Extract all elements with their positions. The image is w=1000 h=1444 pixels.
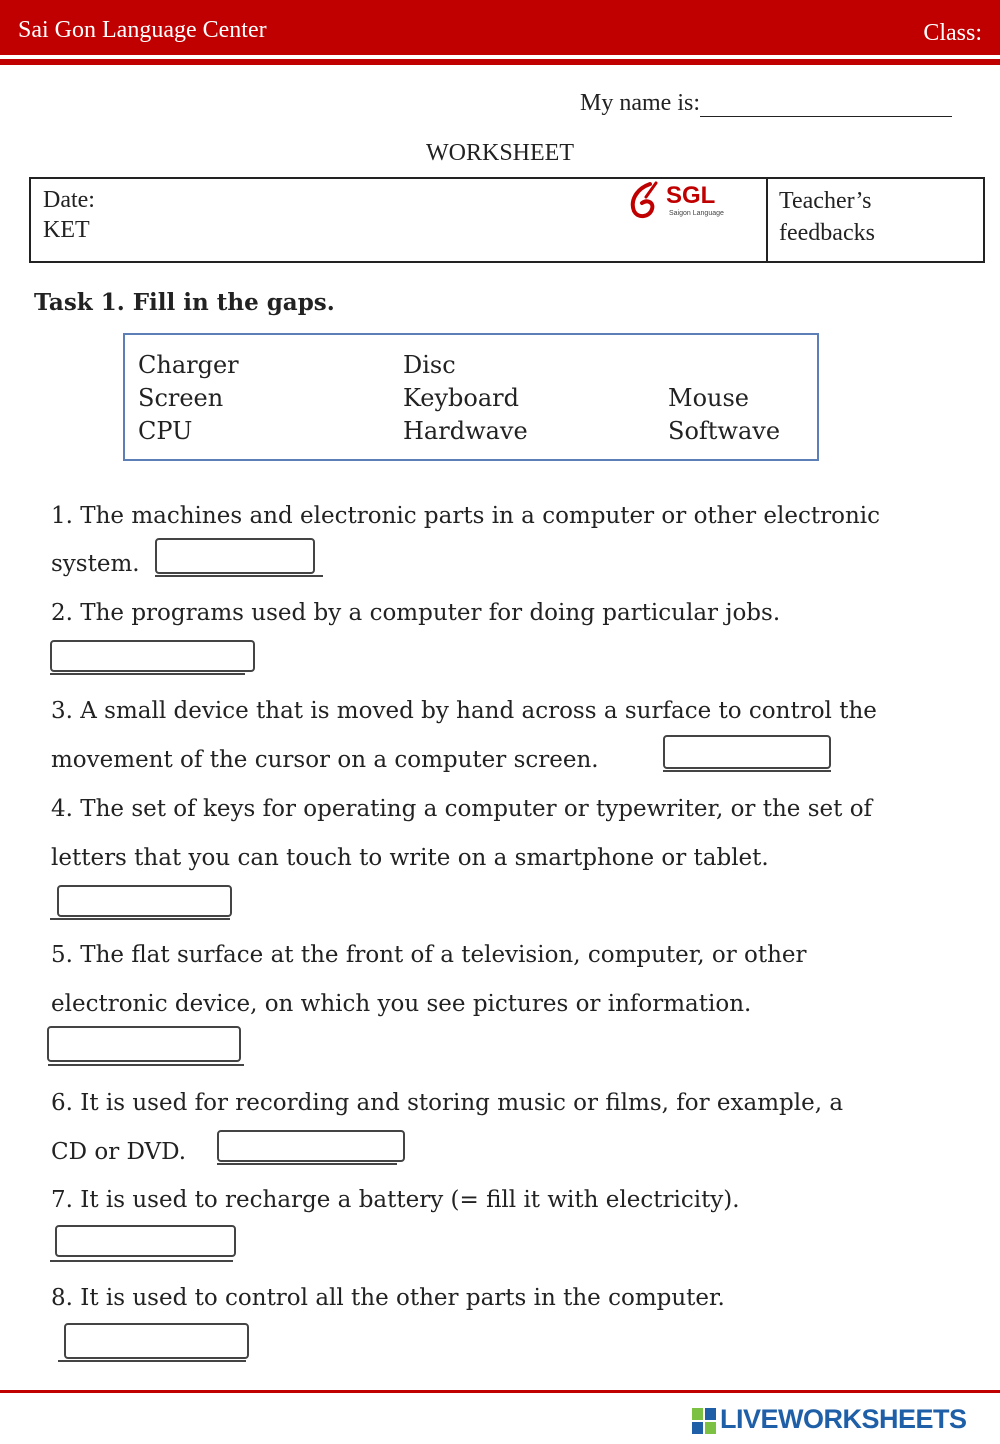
name-label: My name is:	[580, 90, 700, 116]
question-1-line-1: 1. The machines and electronic parts in a computer or other electronic	[51, 503, 880, 529]
level-label: KET	[43, 217, 90, 243]
word-bank	[123, 333, 819, 461]
word-bank-item: Softwave	[668, 417, 781, 445]
answer-underline	[58, 1360, 246, 1362]
question-7-line-1: 7. It is used to recharge a battery (= fill it with electricity).	[51, 1187, 740, 1213]
answer-underline	[50, 673, 245, 675]
logo-subtext: Saigon Language	[669, 210, 724, 217]
word-bank-item: CPU	[138, 417, 193, 445]
word-bank-item: Charger	[138, 351, 239, 379]
name-blank-line	[700, 90, 952, 117]
answer-2-input[interactable]	[50, 640, 255, 672]
feedback-line-2: feedbacks	[779, 220, 875, 246]
liveworksheets-grid-icon	[692, 1408, 716, 1434]
feedback-line-1: Teacher’s	[779, 188, 872, 214]
answer-8-input[interactable]	[64, 1323, 249, 1359]
question-6-line-1: 6. It is used for recording and storing music or films, for example, a	[51, 1090, 844, 1116]
answer-4-input[interactable]	[57, 885, 232, 917]
sgl-swoosh-icon	[628, 181, 664, 221]
answer-7-input[interactable]	[55, 1225, 236, 1257]
worksheet-title: WORKSHEET	[426, 140, 574, 166]
name-row	[580, 90, 952, 117]
answer-1-input[interactable]	[155, 538, 315, 574]
answer-underline	[50, 918, 230, 920]
header-divider	[0, 59, 1000, 65]
answer-underline	[663, 770, 831, 772]
answer-6-input[interactable]	[217, 1130, 405, 1162]
footer-divider	[0, 1390, 1000, 1393]
logo-text: SGL	[666, 182, 716, 209]
question-5-line-1: 5. The flat surface at the front of a television, computer, or other	[51, 942, 807, 968]
question-3-line-1: 3. A small device that is moved by hand across a surface to control the	[51, 698, 877, 724]
word-bank-item: Disc	[403, 351, 456, 379]
sgl-logo	[628, 181, 732, 223]
question-2-line-1: 2. The programs used by a computer for doing particular jobs.	[51, 600, 781, 626]
liveworksheets-logo	[692, 1404, 992, 1436]
word-bank-item: Mouse	[668, 384, 749, 412]
answer-3-input[interactable]	[663, 735, 831, 769]
answer-underline	[48, 1064, 244, 1066]
question-4-line-2: letters that you can touch to write on a smartphone or tablet.	[51, 845, 769, 871]
answer-underline	[217, 1163, 397, 1165]
liveworksheets-brand: LIVEWORKSHEETS	[720, 1404, 967, 1434]
question-1-line-2: system.	[51, 551, 140, 577]
question-6-line-2: CD or DVD.	[51, 1139, 187, 1165]
word-bank-item: Screen	[138, 384, 224, 412]
teacher-feedback-label	[779, 185, 875, 249]
word-bank-item: Hardwave	[403, 417, 528, 445]
question-8-line-1: 8. It is used to control all the other parts in the computer.	[51, 1285, 725, 1311]
answer-underline	[50, 1260, 233, 1262]
question-4-line-1: 4. The set of keys for operating a computer or typewriter, or the set of	[51, 796, 873, 822]
task-title: Task 1. Fill in the gaps.	[34, 289, 335, 316]
word-bank-item: Keyboard	[403, 384, 520, 412]
question-5-line-2: electronic device, on which you see pictures or information.	[51, 991, 752, 1017]
table-divider	[766, 179, 768, 261]
question-3-line-2: movement of the cursor on a computer screen.	[51, 747, 599, 773]
center-name: Sai Gon Language Center	[18, 17, 267, 43]
answer-5-input[interactable]	[47, 1026, 241, 1062]
date-label: Date:	[43, 187, 95, 213]
class-label: Class:	[923, 20, 982, 46]
answer-underline	[155, 575, 323, 577]
info-table	[29, 177, 985, 263]
